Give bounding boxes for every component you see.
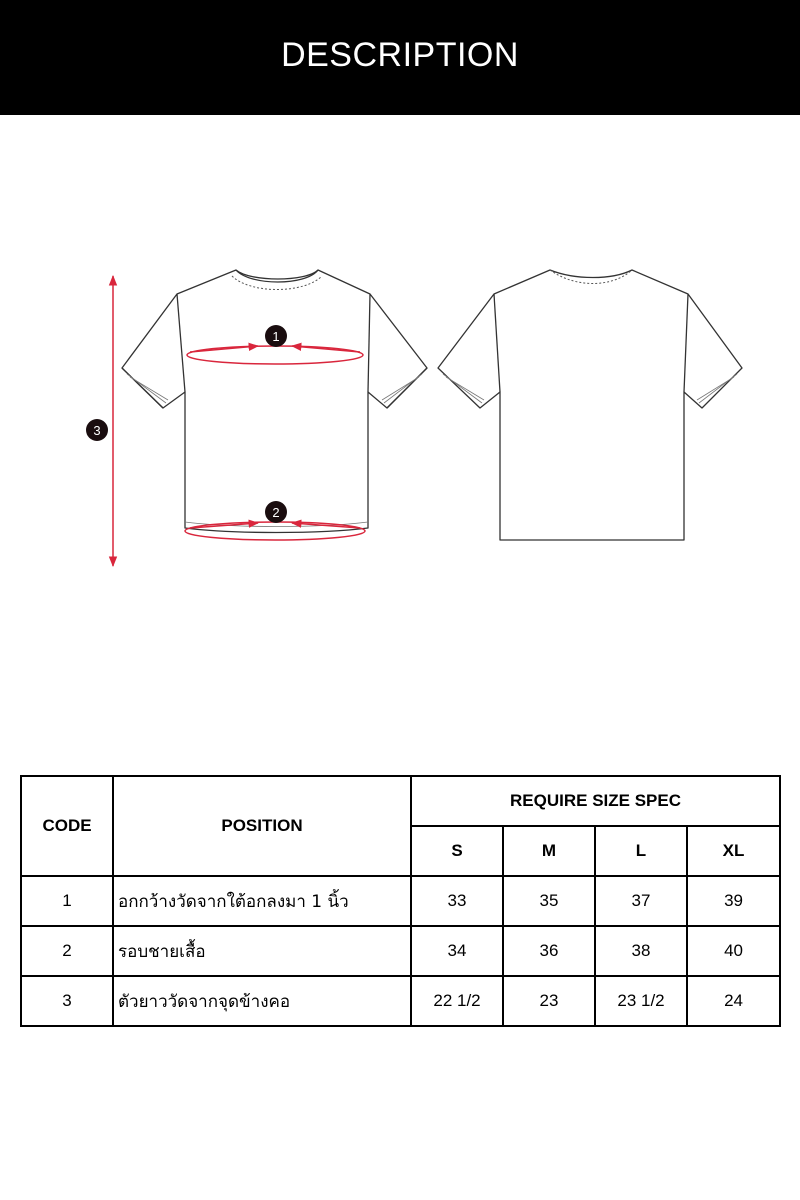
row-value-m: 36	[503, 926, 595, 976]
row-value-m: 35	[503, 876, 595, 926]
spec-header: REQUIRE SIZE SPEC	[411, 776, 780, 826]
tshirt-back	[438, 270, 742, 540]
row-position: ตัวยาววัดจากจุดข้างคอ	[113, 976, 411, 1026]
row-value-l: 38	[595, 926, 687, 976]
marker-label-1: 1	[272, 329, 280, 344]
row-code: 3	[21, 976, 113, 1026]
row-code: 1	[21, 876, 113, 926]
row-value-s: 22 1/2	[411, 976, 503, 1026]
size-header-xl: XL	[687, 826, 780, 876]
row-value-s: 33	[411, 876, 503, 926]
page-title: DESCRIPTION	[281, 36, 519, 74]
table-row	[21, 926, 780, 976]
marker-label-3: 3	[93, 423, 101, 438]
row-value-l: 23 1/2	[595, 976, 687, 1026]
row-position: อกกว้างวัดจากใต้อกลงมา 1 นิ้ว	[113, 876, 411, 926]
code-header: CODE	[21, 776, 113, 876]
row-code: 2	[21, 926, 113, 976]
size-spec-table	[20, 775, 781, 1027]
size-header-m: M	[503, 826, 595, 876]
row-value-xl: 39	[687, 876, 780, 926]
size-header-s: S	[411, 826, 503, 876]
header-bar	[0, 0, 800, 115]
row-value-s: 34	[411, 926, 503, 976]
row-value-m: 23	[503, 976, 595, 1026]
row-value-l: 37	[595, 876, 687, 926]
row-position: รอบชายเสื้อ	[113, 926, 411, 976]
marker-label-2: 2	[272, 505, 280, 520]
tshirt-measurement-diagram	[0, 240, 800, 600]
position-header: POSITION	[113, 776, 411, 876]
size-header-l: L	[595, 826, 687, 876]
row-value-xl: 40	[687, 926, 780, 976]
table-row	[21, 876, 780, 926]
tshirt-front	[122, 270, 427, 533]
row-value-xl: 24	[687, 976, 780, 1026]
table-row	[21, 976, 780, 1026]
measurement-length	[86, 276, 113, 566]
